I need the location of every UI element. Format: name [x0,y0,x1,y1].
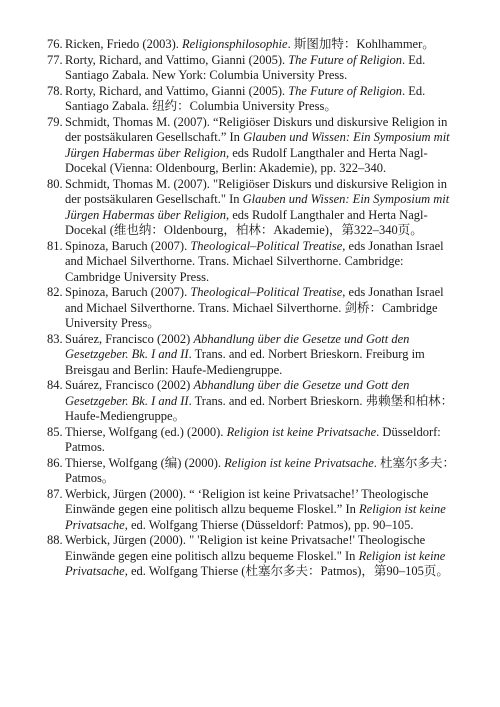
reference-text [65,378,460,425]
reference-number: 79. [47,114,63,129]
reference-entry [0,487,500,534]
reference-title: Religion ist keine Privatsache [65,548,446,578]
reference-segment: . Ed. Santiago Zabala. 纽约：Columbia University Press。 [65,83,426,113]
reference-segment: Rorty, Richard, and Vattimo, Gianni (2005). [65,52,289,67]
reference-segment: . Ed. Santiago Zabala. New York: Columbia University Press. [65,52,426,82]
reference-number: 77. [47,52,63,67]
reference-text [65,425,460,456]
reference-segment: , eds Jonathan Israel and Michael Silverthorne. Trans. Michael Silverthorne. Cambridge: Cambridge University Press. [65,238,444,284]
reference-title: Abhandlung über die Gesetze und Gott den Gesetzgeber. Bk. I and II [65,331,410,361]
reference-number: 88. [47,533,63,547]
reference-text [65,285,460,332]
reference-number: 85. [47,424,63,439]
reference-entry [0,533,500,580]
reference-entry [0,378,500,425]
reference-segment: Spinoza, Baruch (2007). [65,285,191,299]
reference-entry [0,285,500,332]
reference-text [65,332,460,379]
reference-entry [0,84,500,115]
reference-text [65,37,460,53]
reference-segment: , eds Rudolf Langthaler and Herta Nagl-Docekal (Vienna: Oldenbourg, Berlin: Akademie), pp. 322–340. [65,145,428,175]
reference-title: Abhandlung über die Gesetze und Gott den Gesetzgeber. Bk. I and II [65,378,410,408]
reference-text [65,115,460,177]
reference-number: 82. [47,285,63,299]
reference-number: 87. [47,486,63,501]
reference-segment: Schmidt, Thomas M. (2007). "Religiöser Diskurs und diskursive Religion in der postsäkularen Gesellschaft." In [65,176,447,206]
reference-title: Theological–Political Treatise [190,238,343,253]
reference-entry [0,177,500,239]
reference-segment: . Trans. and ed. Norbert Brieskorn. Freiburg im Breisgau and Berlin: Haufe-Mediengruppe. [65,347,425,377]
reference-text [65,53,460,84]
reference-text [65,487,460,534]
reference-number: 86. [47,455,63,470]
reference-number: 81. [47,238,63,253]
reference-title: Religion ist keine Privatsache [226,424,377,439]
reference-segment: Werbick, Jürgen (2000). “ ‘Religion ist keine Privatsache!’ Theologische Einwände gegen eine politisch allzu bequeme Floskel.” In [65,486,429,516]
reference-entry [0,456,500,487]
reference-text [65,239,460,286]
reference-number: 84. [47,378,63,392]
reference-text [65,533,460,580]
reference-segment: , eds Jonathan Israel and Michael Silverthorne. Trans. Michael Silverthorne. 剑桥：Cambridge University Press。 [65,285,444,330]
reference-segment: . Düsseldorf: Patmos. [65,424,441,454]
reference-entry [0,239,500,286]
reference-title: Theological–Political Treatise [190,285,343,299]
reference-entry [0,115,500,177]
reference-number: 80. [47,176,63,191]
reference-text [65,456,460,487]
reference-segment: . 斯图加特：Kohlhammer。 [287,37,435,51]
reference-segment: , eds Rudolf Langthaler and Herta Nagl-Docekal (维也纳：Oldenbourg，柏林：Akademie)，第322–340页。 [65,207,428,237]
reference-segment: Rorty, Richard, and Vattimo, Gianni (2005). [65,83,289,98]
reference-segment: Suárez, Francisco (2002) [65,378,194,392]
reference-text [65,177,460,239]
reference-number: 78. [47,83,63,98]
reference-title: The Future of Religion [288,52,402,67]
reference-entry [0,37,500,53]
reference-number: 83. [47,331,63,346]
reference-list [0,37,500,580]
reference-text [65,84,460,115]
reference-segment: , ed. Wolfgang Thierse (杜塞尔多夫：Patmos)，第90–105页。 [124,564,449,578]
reference-segment: , ed. Wolfgang Thierse (Düsseldorf: Patmos), pp. 90–105. [124,517,414,532]
reference-title: Religion ist keine Privatsache [65,502,446,532]
reference-segment: Werbick, Jürgen (2000). " 'Religion ist keine Privatsache!' Theologische Einwände gegen eine politisch allzu bequeme Floskel." In [65,533,426,563]
reference-segment: Thierse, Wolfgang (编) (2000). [65,455,225,470]
reference-title: The Future of Religion [288,83,402,98]
reference-number: 76. [47,37,63,51]
reference-entry [0,425,500,456]
reference-title: Religion ist keine Privatsache [224,455,374,470]
reference-entry [0,53,500,84]
reference-segment: Spinoza, Baruch (2007). [65,238,191,253]
reference-segment: Ricken, Friedo (2003). [65,37,182,51]
reference-segment: Thierse, Wolfgang (ed.) (2000). [65,424,227,439]
reference-title: Religionsphilosophie [182,37,288,51]
reference-segment: Schmidt, Thomas M. (2007). “Religiöser Diskurs und diskursive Religion in der postsäkularen Gesellschaft.” In [65,114,448,144]
reference-segment: Suárez, Francisco (2002) [65,331,194,346]
reference-title: Glauben und Wissen: Ein Symposium mit Jürgen Habermas über Religion [65,192,450,222]
reference-segment: . 杜塞尔多夫：Patmos。 [65,455,456,485]
reference-entry [0,332,500,379]
reference-title: Glauben und Wissen: Ein Symposium mit Jürgen Habermas über Religion [65,130,450,160]
reference-segment: . Trans. and ed. Norbert Brieskorn. 弗赖堡和柏林：Haufe-Mediengruppe。 [65,393,454,423]
